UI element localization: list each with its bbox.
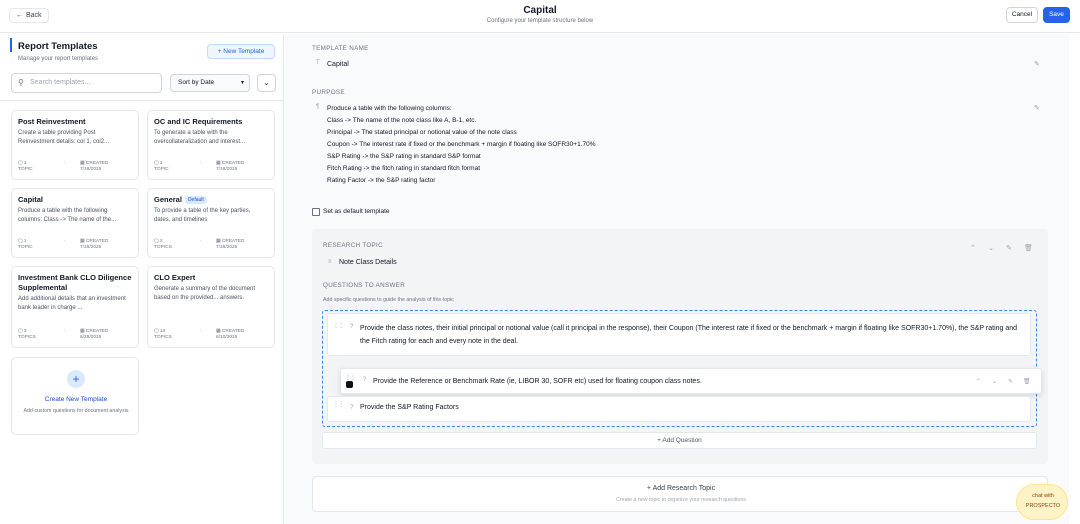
chevron-up-icon[interactable]: ⌃ <box>970 245 976 252</box>
question-item-dragging[interactable] <box>340 368 1042 394</box>
create-template-title: Create New Template <box>44 396 108 403</box>
create-template-description: Add custom questions for document analysis <box>23 408 129 414</box>
card-title: Investment Bank CLO Diligence Supplemental <box>18 273 132 292</box>
card-title: Post Reinvestment <box>18 117 86 126</box>
question-text: Provide the S&P Rating Factors <box>360 404 459 411</box>
template-name-field[interactable]: Capital <box>327 61 349 68</box>
card-meta: ▢ 1 TOPIC · ▦ CREATED 7/16/2025 <box>154 161 245 172</box>
arrow-left-icon: ← <box>16 12 23 19</box>
chat-widget-button[interactable]: chat with PROSPECTO <box>1016 484 1068 520</box>
search-input[interactable]: ⚲ Search templates... <box>11 73 162 93</box>
question-text: Provide the class notes, their initial principal or notional value (call it principal in the response), their Coupon (The interest rate if fixed or the benchmark + margin if floating like SOFR30+1.70%), the S&P rating and the Fitch rating for each and every note in the deal. <box>360 325 1018 345</box>
clipboard-icon: ▢ <box>18 329 23 334</box>
pencil-icon[interactable]: ✎ <box>1006 245 1012 252</box>
add-topic-subtitle: Create a new topic to organize your research questions <box>616 497 746 503</box>
calendar-icon: ▦ <box>216 239 221 244</box>
pencil-icon[interactable]: ✎ <box>1034 105 1040 112</box>
clipboard-icon: ▢ <box>18 239 23 244</box>
page-title: Capital <box>523 5 557 16</box>
calendar-icon: ▦ <box>80 239 85 244</box>
create-template-card[interactable] <box>11 357 139 435</box>
sort-direction-button[interactable] <box>257 74 276 92</box>
template-card[interactable] <box>147 266 275 348</box>
save-button[interactable]: Save <box>1043 7 1070 23</box>
search-icon: ⚲ <box>18 78 24 87</box>
default-template-label: Set as default template <box>323 208 390 215</box>
template-card[interactable] <box>11 110 139 180</box>
chevron-down-icon: ▾ <box>240 80 244 86</box>
purpose-field[interactable]: Produce a table with the following columns: Class -> The name of the note class like A, B-1, etc. Principal -> The stated principal or notional value of the note class Coupon -> The interest rate if fixed or the benchmark + margin if floating like SOFR30+1.70% S&P Rating -> the S&P rating in standard S&P format Fitch Rating -> the fitch rating in standard fitch format Rating Factor -> the S&P rating factor <box>327 105 596 184</box>
question-text: Provide the Reference or Benchmark Rate (ie, LIBOR 30, SOFR etc) used for floating coupon class notes. <box>373 378 702 385</box>
card-meta: ▢ 1 TOPIC · ▦ CREATED 7/16/2025 <box>18 161 109 172</box>
calendar-icon: ▦ <box>216 329 221 334</box>
chevron-down-icon: ⌄ <box>263 78 270 87</box>
question-icon: ? <box>363 377 367 383</box>
card-description: Produce a table with the following columns: Class -> The name of the... <box>18 208 117 223</box>
calendar-icon: ▦ <box>216 161 221 166</box>
text-icon: T <box>316 60 320 66</box>
clipboard-icon: ▢ <box>18 161 23 166</box>
card-title: Capital <box>18 195 44 204</box>
questions-label: QUESTIONS TO ANSWER <box>323 282 406 289</box>
chevron-down-icon[interactable]: ⌄ <box>988 245 994 252</box>
card-description: Create a table providing Post Reinvestment details: col 1, col2... <box>18 130 110 145</box>
trash-icon[interactable]: 🗑 <box>1024 245 1033 252</box>
sidebar-accent-bar <box>10 38 12 52</box>
clipboard-icon: ▢ <box>154 161 159 166</box>
back-button[interactable]: ← Back <box>9 8 49 23</box>
template-card[interactable] <box>11 266 139 348</box>
topic-name-field[interactable]: Note Class Details <box>339 259 397 266</box>
chevron-down-icon[interactable]: ⌄ <box>992 379 998 385</box>
cancel-button[interactable]: Cancel <box>1006 7 1038 23</box>
card-description: Generate a summary of the document based on the provided... answers. <box>154 286 256 301</box>
add-research-topic-button[interactable]: + Add Research Topic Create a new topic to organize your research questions <box>312 476 1048 512</box>
card-title: OC and IC Requirements <box>154 117 243 126</box>
plus-icon: + <box>646 485 651 492</box>
page-subtitle: Configure your template structure below <box>486 18 594 24</box>
calendar-icon: ▦ <box>80 329 85 334</box>
questions-subtitle: Add specific questions to guide the analysis of this topic <box>323 297 454 303</box>
default-badge: Default <box>185 196 207 204</box>
plus-icon: + <box>67 370 85 388</box>
card-meta: ▢ 3 TOPICS · ▦ CREATED 6/25/2025 <box>18 329 109 340</box>
drag-handle-icon[interactable]: ⋮⋮ <box>345 375 355 381</box>
question-item[interactable] <box>327 396 1031 422</box>
template-card[interactable] <box>11 188 139 258</box>
card-meta: ▢ 2 TOPICS · ▦ CREATED 7/16/2025 <box>154 239 245 250</box>
chevron-up-icon[interactable]: ⌃ <box>976 379 982 385</box>
card-description: Add additional details that an investment bank leader in charge ... <box>18 296 126 311</box>
calendar-icon: ▦ <box>80 161 85 166</box>
sidebar-title: Report Templates <box>18 41 98 52</box>
pencil-icon[interactable]: ✎ <box>1034 61 1040 68</box>
question-item[interactable] <box>327 313 1031 356</box>
template-card[interactable] <box>147 188 275 258</box>
template-name-label: TEMPLATE NAME <box>312 45 369 52</box>
template-card[interactable] <box>147 110 275 180</box>
grab-cursor <box>346 381 353 388</box>
card-title: General Default <box>154 195 268 205</box>
add-question-button[interactable]: + Add Question <box>322 432 1037 449</box>
purpose-label: PURPOSE <box>312 89 345 96</box>
question-icon: ? <box>350 405 354 411</box>
card-meta: ▢ 1 TOPIC · ▦ CREATED 7/16/2025 <box>18 239 109 250</box>
question-icon: ? <box>350 324 354 330</box>
card-title: CLO Expert <box>154 273 196 282</box>
card-meta: ▢ 13 TOPICS · ▦ CREATED 6/10/2025 <box>154 329 245 340</box>
new-template-button[interactable]: + New Template <box>207 44 275 59</box>
card-description: To generate a table with the overcollateralization and interest... <box>154 130 246 145</box>
divider <box>0 100 284 101</box>
paragraph-icon: ¶ <box>316 104 320 110</box>
sidebar-subtitle: Manage your report templates <box>18 56 99 62</box>
drag-handle-icon[interactable]: ⋮⋮ <box>333 323 343 329</box>
research-topic-label: RESEARCH TOPIC <box>323 242 383 249</box>
top-bar <box>0 0 1080 33</box>
trash-icon[interactable]: 🗑 <box>1023 379 1031 385</box>
clipboard-icon: ▢ <box>154 329 159 334</box>
topic-icon: ≡ <box>328 259 332 265</box>
default-template-checkbox[interactable] <box>312 208 320 216</box>
sort-select[interactable]: Sort by Date ▾ <box>170 74 250 92</box>
clipboard-icon: ▢ <box>154 239 159 244</box>
pencil-icon[interactable]: ✎ <box>1008 379 1014 385</box>
drag-handle-icon[interactable]: ⋮⋮ <box>333 402 343 408</box>
card-description: To provide a table of the key parties, dates, and timelines <box>154 208 251 223</box>
